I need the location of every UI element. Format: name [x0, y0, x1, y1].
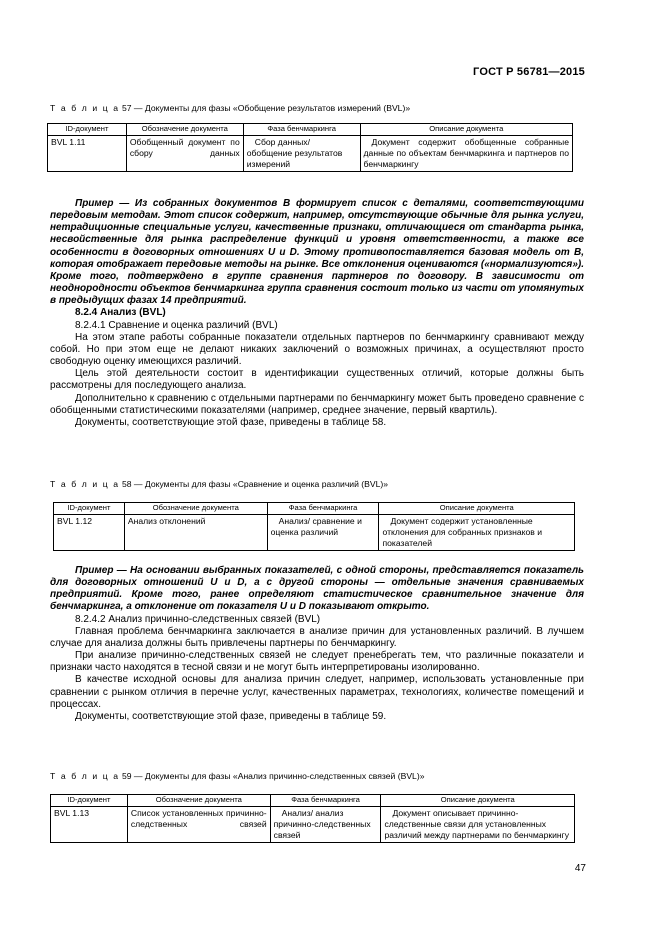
paragraph: В качестве исходной основы для анализа причин следует, например, использовать установленные при сравнении с рынком отличия в перечне услуг, качественных параметрах, технологиях, количестве помещений и процессах. — [50, 674, 584, 710]
table-row — [51, 807, 575, 843]
table57-cell-id: BVL 1.11 — [48, 136, 127, 172]
table59-caption-label: Т а б л и ц а — [50, 771, 120, 781]
subsection-heading-8-2-4-1: 8.2.4.1 Сравнение и оценка различий (BVL) — [75, 319, 278, 331]
paragraph: На этом этапе работы собранные показатели отдельных партнеров по бенчмаркингу сравнивают между собой. Но при этом еще не делают никаких заключений о возможных причинах, а осуществляют просто свободную оценку имеющихся различий. — [50, 331, 584, 368]
example-note-2: Пример — На основании выбранных показателей, с одной стороны, представляется показатель для договорных отношений U и D, а с другой стороны — отдельные значения сравниваемых предприятий. Кроме того, ранее определяют статистическое сравнительное значение для бенчмаркинга, а отклонение от показателя U и D показывают открыто. — [50, 565, 584, 613]
text-block-2 — [50, 565, 584, 723]
table59 — [50, 794, 575, 843]
text-block-1 — [50, 198, 584, 429]
table58-col-phase: Фаза бенчмаркинга — [267, 503, 379, 515]
table58-caption — [50, 479, 388, 489]
paragraph: Документы, соответствующие этой фазе, приведены в таблице 59. — [75, 710, 387, 722]
example-note-1: Пример — Из собранных документов B формирует список с деталями, соответствующими передовым методам. Этот список содержит, например, отсутствующие обычные для рынка услуги, нетрадиционные специальные услуги, качественные признаки, отличающиеся от стандарта рынка, несвойственные для рынка распределение функций и уровня ответственности, а также все особенности в договорных отношениях U и D. Этому противопоставляется базовая модель от B, которая отображает передовые методы на рынке. Все отклонения оцениваются («нормализуются»). Кроме того, подтверждено в группе сравнения партнеров по договору. В зависимости от неоднородности объектов бенчмаркинга группа сравнения состоит только из части от упомянутых в предыдущих фазах 14 предприятий. — [50, 198, 584, 307]
table58-cell-phase: Анализ/ сравнение и оценка различий — [267, 515, 379, 551]
table58-header-row — [54, 503, 575, 515]
table58-caption-label: Т а б л и ц а — [50, 479, 120, 489]
table58-col-designation: Обозначение документа — [124, 503, 267, 515]
table57-col-designation: Обозначение документа — [126, 124, 243, 136]
table57-header-row — [48, 124, 573, 136]
table59-cell-description: Документ описывает причинно-следственные связи для установленных различий между партнерами по бенчмаркингу — [381, 807, 575, 843]
table59-cell-phase: Анализ/ анализ причинно-следственных связей — [270, 807, 381, 843]
paragraph: Документы, соответствующие этой фазе, приведены в таблице 58. — [75, 416, 387, 428]
table59-col-id: ID-документ — [51, 795, 128, 807]
table58-cell-id: BVL 1.12 — [54, 515, 125, 551]
paragraph: При анализе причинно-следственных связей не следует пренебрегать тем, что различные показатели и признаки часто находятся в тесной связи и не могут быть интерпретированы изолированно. — [50, 650, 584, 674]
table57-caption-text: 57 — Документы для фазы «Обобщение результатов измерений (BVL)» — [121, 103, 411, 113]
table59-col-description: Описание документа — [381, 795, 575, 807]
table58-col-description: Описание документа — [379, 503, 575, 515]
paragraph: Главная проблема бенчмаркинга заключается в анализе причин для установленных различий. В лучшем случае для анализа должны быть привлечены партнеры по бенчмаркингу. — [50, 625, 584, 649]
table-row — [54, 515, 575, 551]
table59-cell-id: BVL 1.13 — [51, 807, 128, 843]
table59-col-designation: Обозначение документа — [127, 795, 270, 807]
subsection-heading-8-2-4-2: 8.2.4.2 Анализ причинно-следственных связей (BVL) — [75, 613, 321, 625]
table59-cell-designation: Список установленных причинно-следственных связей — [127, 807, 270, 843]
table58-caption-text: 58 — Документы для фазы «Сравнение и оценка различий (BVL)» — [121, 479, 389, 489]
table59-header-row — [51, 795, 575, 807]
page-number: 47 — [574, 863, 586, 874]
table59-col-phase: Фаза бенчмаркинга — [270, 795, 381, 807]
table57-cell-designation: Обобщенный документ по сбору данных — [126, 136, 243, 172]
table58-cell-designation: Анализ отклонений — [124, 515, 267, 551]
table57-col-description: Описание документа — [360, 124, 572, 136]
table58 — [53, 502, 575, 551]
table-row — [48, 136, 573, 172]
paragraph: Дополнительно к сравнению с отдельными партнерами по бенчмаркингу может быть проведено сравнение с обобщенными статистическими показателями (например, среднее значение, первый квартиль). — [50, 392, 584, 416]
table59-caption — [50, 771, 424, 781]
table57-col-phase: Фаза бенчмаркинга — [243, 124, 360, 136]
table57 — [47, 123, 573, 172]
table57-col-id: ID-документ — [48, 124, 127, 136]
table57-caption-label: Т а б л и ц а — [50, 103, 120, 113]
table58-col-id: ID-документ — [54, 503, 125, 515]
table57-cell-description: Документ содержит обобщенные собранные данные по объектам бенчмаркинга и партнеров по бенчмаркингу — [360, 136, 572, 172]
table57-cell-phase: Сбор данных/ обобщение результатов измерений — [243, 136, 360, 172]
table59-caption-text: 59 — Документы для фазы «Анализ причинно-следственных связей (BVL)» — [121, 771, 425, 781]
table58-cell-description: Документ содержит установленные отклонения для собранных признаков и показателей — [379, 515, 575, 551]
paragraph: Цель этой деятельности состоит в идентификации существенных отличий, которые должны быть рассмотрены для последующего анализа. — [50, 368, 584, 392]
section-heading-8-2-4: 8.2.4 Анализ (BVL) — [75, 307, 166, 319]
standard-header: ГОСТ Р 56781—2015 — [473, 66, 585, 78]
table57-caption — [50, 103, 410, 113]
